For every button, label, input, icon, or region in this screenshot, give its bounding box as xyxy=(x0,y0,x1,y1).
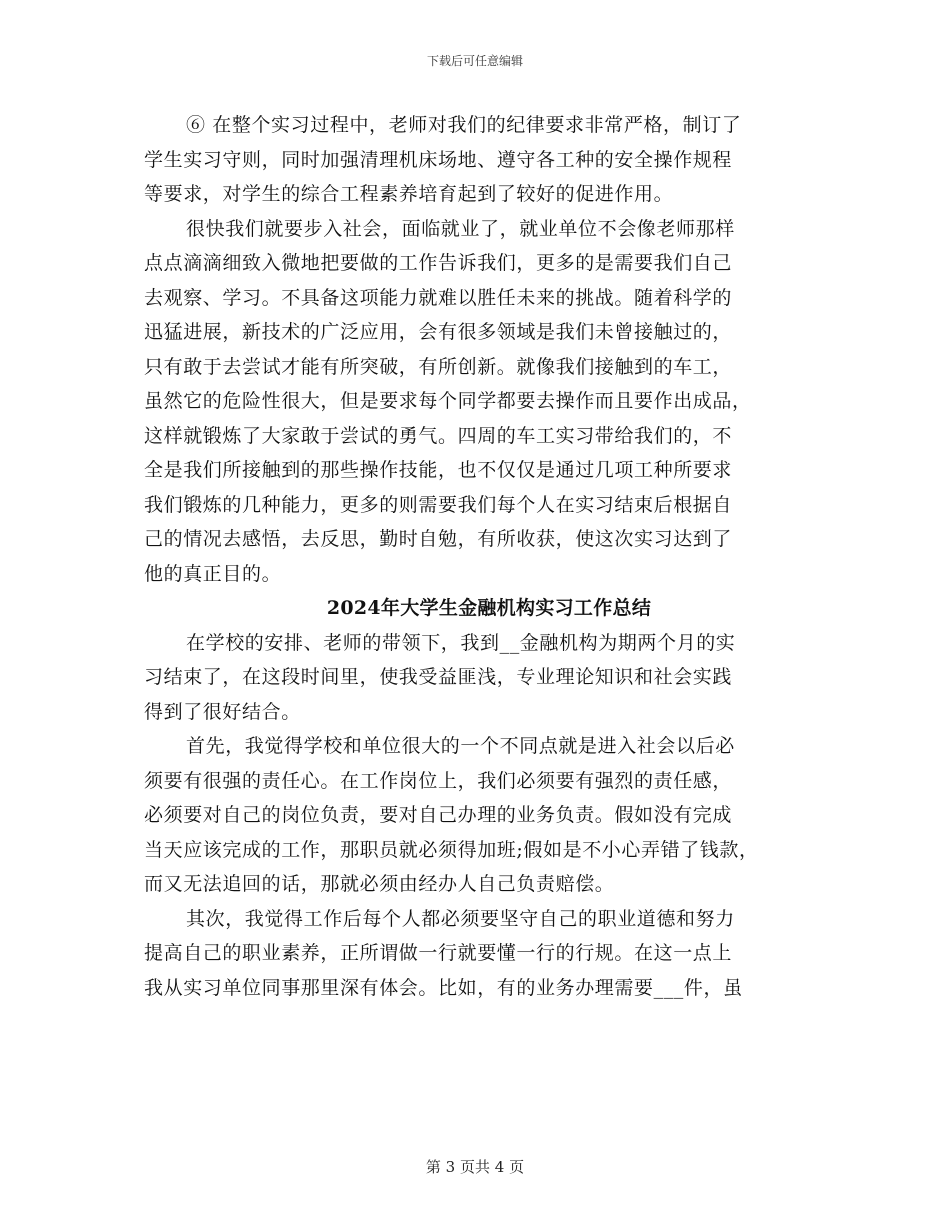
text-line: 很快我们就要步入社会，面临就业了，就业单位不会像老师那样 xyxy=(186,217,735,240)
text-line: 首先，我觉得学校和单位很大的一个不同点就是进入社会以后必 xyxy=(186,735,735,757)
paragraph-responsibility xyxy=(144,729,824,902)
text-line: 点点滴滴细致入微地把要做的工作告诉我们，更多的是需要我们自己 xyxy=(144,252,733,274)
text-line: 当天应该完成的工作，那职员就必须得加班;假如是不小心弄错了钱款， xyxy=(144,838,759,861)
paragraph-discipline xyxy=(144,108,824,212)
section-title: 2024年大学生金融机构实习工作总结 xyxy=(326,597,652,619)
text-line: 这样就锻炼了大家敢于尝试的勇气。四周的车工实习带给我们的，不 xyxy=(144,424,733,447)
text-line: 在学校的安排、老师的带领下，我到__金融机构为期两个月的实 xyxy=(186,631,736,654)
paragraph-intro xyxy=(144,626,824,730)
text-line: 我从实习单位同事那里深有体会。比如，有的业务办理需要___件，虽 xyxy=(144,976,743,999)
page-header: 下载后可任意编辑 xyxy=(426,54,523,68)
text-line: 全是我们所接触到的那些操作技能，也不仅仅是通过几项工种所要求 xyxy=(144,459,733,481)
text-line: 必须要对自己的岗位负责，要对自己办理的业务负责。假如没有完成 xyxy=(144,804,733,826)
text-line: 其次，我觉得工作后每个人都必须要坚守自己的职业道德和努力 xyxy=(186,907,735,930)
text-line: 虽然它的危险性很大，但是要求每个同学都要去操作而且要作出成品， xyxy=(144,390,752,412)
text-line: 而又无法追回的话，那就必须由经办人自己负责赔偿。 xyxy=(144,873,615,895)
text-line: 得到了很好结合。 xyxy=(144,700,301,723)
text-line: 己的情况去感悟，去反思，勤时自勉，有所收获，使这次实习达到了 xyxy=(144,528,733,550)
text-line: 去观察、学习。不具备这项能力就难以胜任未来的挑战。随着科学的 xyxy=(144,286,733,309)
document-body xyxy=(144,108,824,1005)
paragraph-ethics xyxy=(144,902,824,1006)
text-line: 提高自己的职业素养，正所谓做一行就要懂一行的行规。在这一点上 xyxy=(144,942,733,964)
text-line: 迅猛进展，新技术的广泛应用，会有很多领域是我们未曾接触过的， xyxy=(144,321,733,343)
text-line: 他的真正目的。 xyxy=(144,562,282,585)
text-line: 习结束了，在这段时间里，使我受益匪浅，专业理论知识和社会实践 xyxy=(144,666,733,688)
text-line: 只有敢于去尝试才能有所突破，有所创新。就像我们接触到的车工， xyxy=(144,355,733,378)
text-line: 等要求，对学生的综合工程素养培育起到了较好的促进作用。 xyxy=(144,183,674,205)
text-line: ⑥ 在整个实习过程中，老师对我们的纪律要求非常严格，制订了 xyxy=(186,114,742,136)
text-line: 我们锻炼的几种能力，更多的则需要我们每个人在实习结束后根据自 xyxy=(144,493,733,516)
text-line: 须要有很强的责任心。在工作岗位上，我们必须要有强烈的责任感， xyxy=(144,769,733,792)
text-line: 学生实习守则，同时加强清理机床场地、遵守各工种的安全操作规程 xyxy=(144,148,733,171)
page-footer: 第 3 页共 4 页 xyxy=(425,1158,525,1176)
paragraph-society xyxy=(144,212,824,592)
